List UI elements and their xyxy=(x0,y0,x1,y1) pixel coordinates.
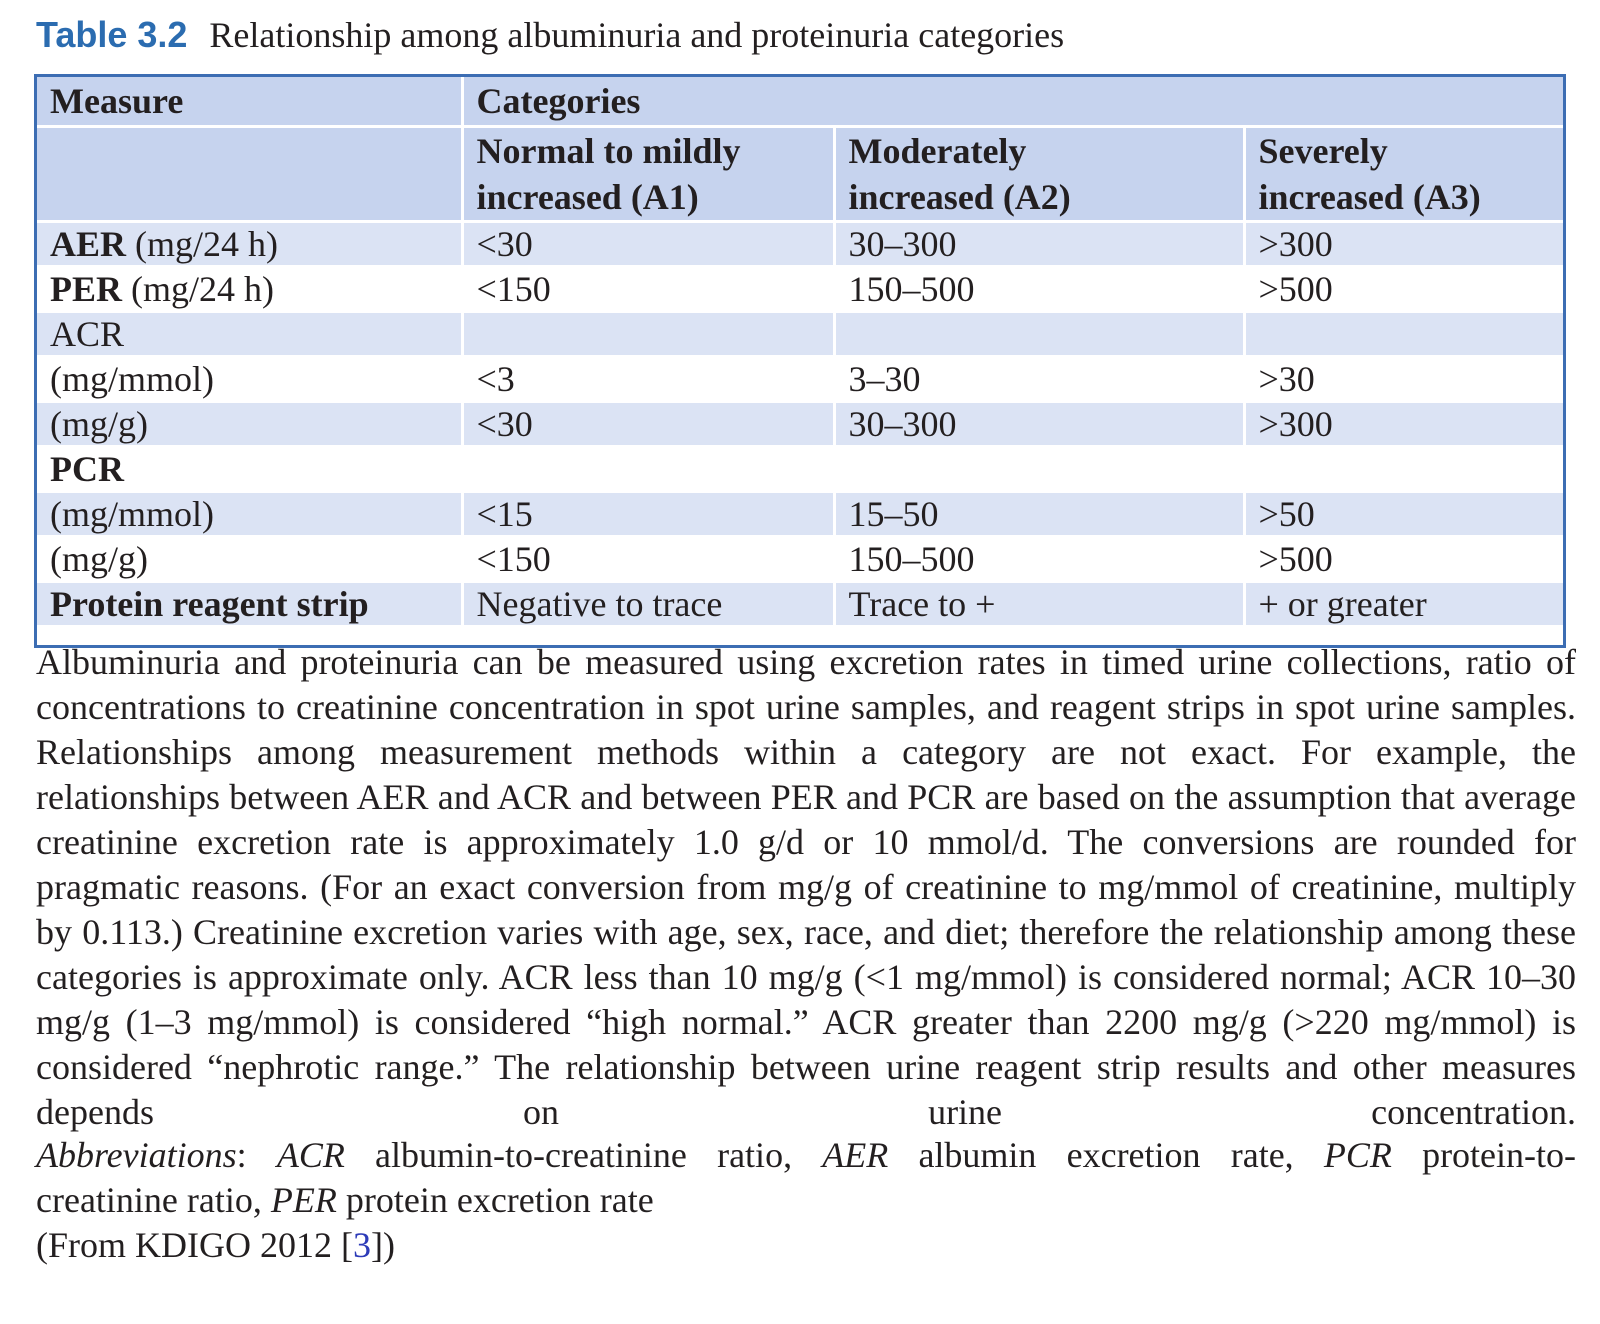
a1-cell: Negative to trace xyxy=(462,582,834,626)
table-row xyxy=(37,447,1563,492)
categories-table xyxy=(34,74,1566,648)
header-categories: Categories xyxy=(462,77,1563,127)
a2-cell: Trace to + xyxy=(834,582,1244,626)
table-row xyxy=(37,492,1563,537)
measure-unit: (mg/mmol) xyxy=(50,359,214,399)
table-footnote xyxy=(36,640,1576,1135)
header-a3 xyxy=(1244,127,1563,222)
header-row-2 xyxy=(37,127,1563,222)
abbreviations-line-2 xyxy=(36,1178,1576,1223)
measure-cell xyxy=(37,267,462,312)
measure-cell xyxy=(37,537,462,582)
measure-unit: (mg/24 h) xyxy=(122,269,274,309)
abbreviations-label: Abbreviations xyxy=(36,1135,237,1175)
table-caption xyxy=(36,10,1576,60)
header-a2 xyxy=(834,127,1244,222)
a3-cell: >500 xyxy=(1244,267,1563,312)
measure-unit: (mg/mmol) xyxy=(50,494,214,534)
table-row xyxy=(37,267,1563,312)
measure-cell xyxy=(37,492,462,537)
a3-cell xyxy=(1244,447,1563,492)
header-empty xyxy=(37,127,462,222)
a1-cell: <15 xyxy=(462,492,834,537)
source-prefix: (From KDIGO 2012 [ xyxy=(36,1225,353,1265)
abbr-per-term: PER xyxy=(270,1180,337,1220)
abbreviations xyxy=(36,1133,1576,1223)
a3-cell: >300 xyxy=(1244,222,1563,267)
a1-cell xyxy=(462,447,834,492)
a3-cell: >50 xyxy=(1244,492,1563,537)
a2-cell: 150–500 xyxy=(834,537,1244,582)
table-number: Table 3.2 xyxy=(36,14,188,55)
header-row-1 xyxy=(37,77,1563,127)
measure-cell xyxy=(37,357,462,402)
source-citation xyxy=(36,1223,395,1268)
a3-cell: >300 xyxy=(1244,402,1563,447)
a2-cell: 150–500 xyxy=(834,267,1244,312)
a3-cell: >30 xyxy=(1244,357,1563,402)
table-row xyxy=(37,402,1563,447)
a3-cell: + or greater xyxy=(1244,582,1563,626)
header-a3-line2: increased (A3) xyxy=(1258,177,1481,217)
a2-cell xyxy=(834,312,1244,357)
measure-cell xyxy=(37,402,462,447)
reference-link[interactable]: 3 xyxy=(352,1225,371,1265)
a1-cell xyxy=(462,312,834,357)
table-row xyxy=(37,312,1563,357)
measure-unit: (mg/24 h) xyxy=(126,224,278,264)
table-row xyxy=(37,222,1563,267)
measure-name: Protein reagent strip xyxy=(50,584,369,624)
measure-name: PCR xyxy=(50,449,124,489)
abbr-acr-def: albumin-to-creatinine ratio, xyxy=(344,1135,823,1175)
a2-cell: 30–300 xyxy=(834,222,1244,267)
measure-unit: (mg/g) xyxy=(50,404,148,444)
header-a2-line1: Moderately xyxy=(848,131,1027,171)
abbr-pcr-def-cont: creatinine ratio, xyxy=(36,1180,271,1220)
table-row xyxy=(37,537,1563,582)
a1-cell: <30 xyxy=(462,222,834,267)
a1-cell: <150 xyxy=(462,537,834,582)
a2-cell: 3–30 xyxy=(834,357,1244,402)
source-suffix: ]) xyxy=(370,1225,395,1265)
header-a1-line1: Normal to mildly xyxy=(476,131,741,171)
abbr-aer-def: albumin excretion rate, xyxy=(888,1135,1324,1175)
a2-cell: 30–300 xyxy=(834,402,1244,447)
a1-cell: <150 xyxy=(462,267,834,312)
measure-unit: ACR xyxy=(50,314,125,354)
header-a1 xyxy=(462,127,834,222)
abbreviations-line-1: Abbreviations: ACR albumin-to-creatinine ratio, AER albumin excretion rate, PCR protein-to- xyxy=(36,1135,1577,1175)
measure-cell xyxy=(37,222,462,267)
abbr-pcr-def: protein-to- xyxy=(1391,1135,1577,1175)
a2-cell xyxy=(834,447,1244,492)
table-row xyxy=(37,357,1563,402)
header-measure: Measure xyxy=(37,77,462,127)
measure-cell xyxy=(37,447,462,492)
abbr-pcr-term: PCR xyxy=(1323,1135,1392,1175)
table-row xyxy=(37,582,1563,626)
abbr-aer-term: AER xyxy=(822,1135,889,1175)
measure-unit: (mg/g) xyxy=(50,539,148,579)
table-title: Relationship among albuminuria and proteinuria categories xyxy=(209,15,1065,55)
header-a3-line1: Severely xyxy=(1258,131,1388,171)
header-a1-line2: increased (A1) xyxy=(476,177,699,217)
header-a2-line2: increased (A2) xyxy=(848,177,1071,217)
measure-cell xyxy=(37,582,462,626)
a2-cell: 15–50 xyxy=(834,492,1244,537)
measure-name: PER xyxy=(50,269,122,309)
abbr-acr-term: ACR xyxy=(276,1135,345,1175)
table-grid xyxy=(37,77,1563,625)
abbr-per-def: protein excretion rate xyxy=(336,1180,654,1220)
a3-cell: >500 xyxy=(1244,537,1563,582)
a1-cell: <3 xyxy=(462,357,834,402)
measure-name: AER xyxy=(50,224,127,264)
footnote-paragraph: Albuminuria and proteinuria can be measured using excretion rates in timed urine collections, ratio of concentrations to creatinine concentration in spot urine samples, and reagent strips in spot urine samples. Relationships among measurement methods within a category are not exact. For example, the relationships between AER and ACR and between PER and PCR are based on the assumption that average creatinine excretion rate is approximately 1.0 g/d or 10 mmol/d. The conversions are rounded for pragmatic reasons. (For an exact conversion from mg/g of creatinine to mg/mmol of creatinine, multiply by 0.113.) Creatinine excretion varies with age, sex, race, and diet; therefore the relationship among these categories is approximate only. ACR less than 10 mg/g (<1 mg/mmol) is considered normal; ACR 10–30 mg/g (1–3 mg/mmol) is considered “high normal.” ACR greater than 2200 mg/g (>220 mg/mmol) is considered “nephrotic range.” The relationship between urine reagent strip results and other measures depends on urine concentration. xyxy=(36,642,1576,1132)
a3-cell xyxy=(1244,312,1563,357)
measure-cell xyxy=(37,312,462,357)
a1-cell: <30 xyxy=(462,402,834,447)
